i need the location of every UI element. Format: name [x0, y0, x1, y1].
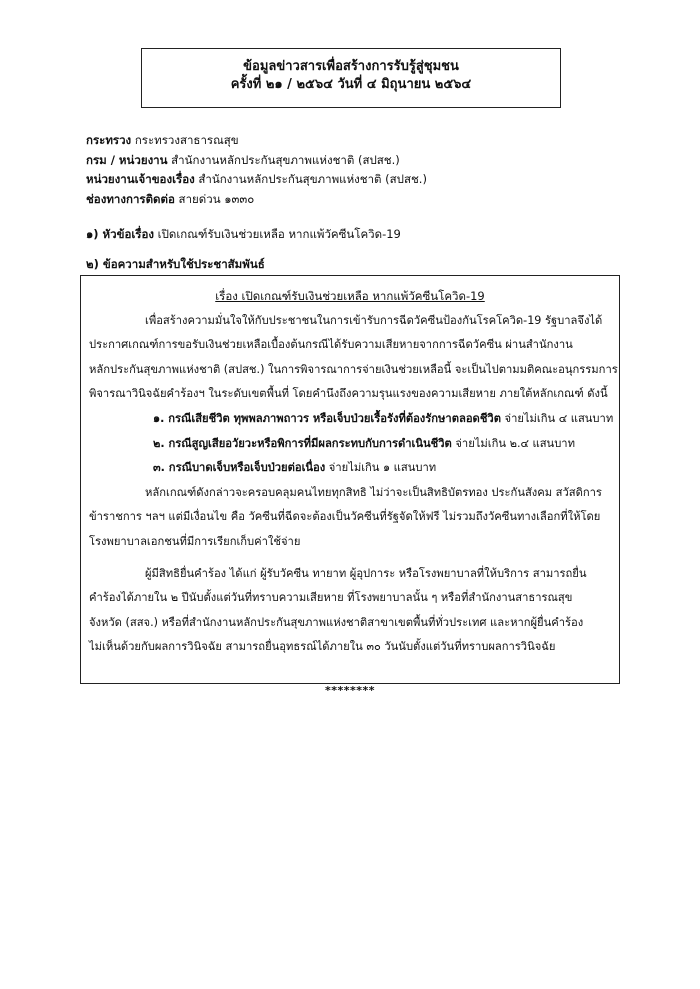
paragraph-line: หลักประกันสุขภาพแห่งชาติ (สปสช.) ในการพิจารณาการจ่ายเงินช่วยเหลือนี้ จะเป็นไปตามมติคณะอนุกรรมการ	[89, 362, 618, 376]
paragraph-line: พิจารณาวินิจฉัยคำร้องฯ ในระดับเขตพื้นที่ โดยคำนึงถึงความรุนแรงของความเสียหาย ภายใต้หลักเกณฑ์ ดังนี้	[89, 387, 608, 401]
contact-row	[86, 190, 626, 210]
story-title: เรื่อง เปิดเกณฑ์รับเงินช่วยเหลือ หากแพ้วัคซีนโควิด-19	[215, 289, 485, 303]
press-release-box	[80, 275, 620, 684]
paragraph-line: จังหวัด (สสจ.) หรือที่สำนักงานหลักประกันสุขภาพแห่งชาติสาขาเขตพื้นที่ทั่วประเทศ และหากผู้ยื่นคำร้อง	[89, 615, 584, 629]
criteria-label: ๓. กรณีบาดเจ็บหรือเจ็บป่วยต่อเนื่อง	[153, 461, 326, 475]
contact-label: ช่องทางการติดต่อ	[86, 191, 175, 206]
end-separator: ********	[324, 684, 376, 697]
criteria-label: ๑. กรณีเสียชีวิต ทุพพลภาพถาวร หรือเจ็บป่วยเรื้อรังที่ต้องรักษาตลอดชีวิต	[153, 411, 501, 425]
ministry-row	[86, 131, 626, 151]
section-2-heading: ๒) ข้อความสำหรับใช้ประชาสัมพันธ์	[86, 257, 265, 271]
paragraph-line: ไม่เห็นด้วยกับผลการวินิจฉัย สามารถยื่นอุทธรณ์ได้ภายใน ๓๐ วันนับตั้งแต่วันที่ทราบผลการวินิจฉัย	[89, 640, 556, 654]
ministry-value: กระทรวงสาธารณสุข	[134, 133, 239, 147]
department-row	[86, 151, 626, 171]
paragraph-1	[81, 309, 619, 407]
paragraph-2	[81, 481, 619, 555]
department-label: กรม / หน่วยงาน	[86, 152, 168, 167]
criteria-item	[89, 432, 611, 457]
criteria-amount: จ่ายไม่เกิน ๒.๔ แสนบาท	[451, 436, 575, 450]
document-metadata	[86, 131, 626, 209]
paragraph-gap	[81, 555, 619, 562]
section-1-value: เปิดเกณฑ์รับเงินช่วยเหลือ หากแพ้วัคซีนโควิด-19	[157, 227, 401, 241]
criteria-amount: จ่ายไม่เกิน ๑ แสนบาท	[325, 461, 437, 475]
section-1-label: ๑) หัวข้อเรื่อง	[86, 227, 154, 241]
contact-value: สายด่วน ๑๓๓๐	[178, 191, 255, 206]
section-1-subject	[86, 226, 401, 244]
document-header-box	[141, 48, 561, 108]
criteria-label: ๒. กรณีสูญเสียอวัยวะหรือพิการที่มีผลกระทบกับการดำเนินชีวิต	[153, 436, 452, 450]
criteria-list	[81, 407, 619, 481]
paragraph-line: หลักเกณฑ์ดังกล่าวจะครอบคลุมคนไทยทุกสิทธิ ไม่ว่าจะเป็นสิทธิบัตรทอง ประกันสังคม สวัสดิการ	[145, 485, 602, 499]
criteria-item	[89, 456, 611, 481]
owner-value: สำนักงานหลักประกันสุขภาพแห่งชาติ (สปสช.)	[198, 172, 427, 186]
paragraph-line: เพื่อสร้างความมั่นใจให้กับประชาชนในการเข้ารับการฉีดวัคซีนป้องกันโรคโควิด-19 รัฐบาลจึงได้	[145, 313, 603, 327]
criteria-amount: จ่ายไม่เกิน ๔ แสนบาท	[500, 411, 614, 425]
paragraph-line: ข้าราชการ ฯลฯ แต่มีเงื่อนไข คือ วัคซีนที่ฉีดจะต้องเป็นวัคซีนที่รัฐจัดให้ฟรี ไม่รวมถึงวัคซีนทางเลือกที่ให้โดย	[89, 510, 601, 524]
header-issue-date: ครั้งที่ ๒๑ / ๒๕๖๔ วันที่ ๔ มิถุนายน ๒๕๖๔	[230, 77, 472, 92]
owner-label: หน่วยงานเจ้าของเรื่อง	[86, 172, 195, 186]
department-value: สำนักงานหลักประกันสุขภาพแห่งชาติ (สปสช.)	[171, 152, 400, 167]
paragraph-line: โรงพยาบาลเอกชนที่มีการเรียกเก็บค่าใช้จ่าย	[89, 534, 301, 548]
criteria-item	[89, 407, 614, 432]
owner-row	[86, 170, 626, 190]
paragraph-3	[81, 562, 619, 660]
ministry-label: กระทรวง	[86, 133, 132, 147]
paragraph-line: ประกาศเกณฑ์การขอรับเงินช่วยเหลือเบื้องต้นกรณีได้รับความเสียหายจากการฉีดวัคซีน ผ่านสำนักงาน	[89, 338, 573, 352]
paragraph-line: คำร้องได้ภายใน ๒ ปีนับตั้งแต่วันที่ทราบความเสียหาย ที่โรงพยาบาลนั้น ๆ หรือที่สำนักงานสาธารณสุข	[89, 591, 573, 605]
header-title: ข้อมูลข่าวสารเพื่อสร้างการรับรู้สู่ชุมชน	[243, 59, 459, 74]
paragraph-line: ผู้มีสิทธิยื่นคำร้อง ได้แก่ ผู้รับวัคซีน ทายาท ผู้อุปการะ หรือโรงพยาบาลที่ให้บริการ สามารถยื่น	[145, 566, 587, 580]
